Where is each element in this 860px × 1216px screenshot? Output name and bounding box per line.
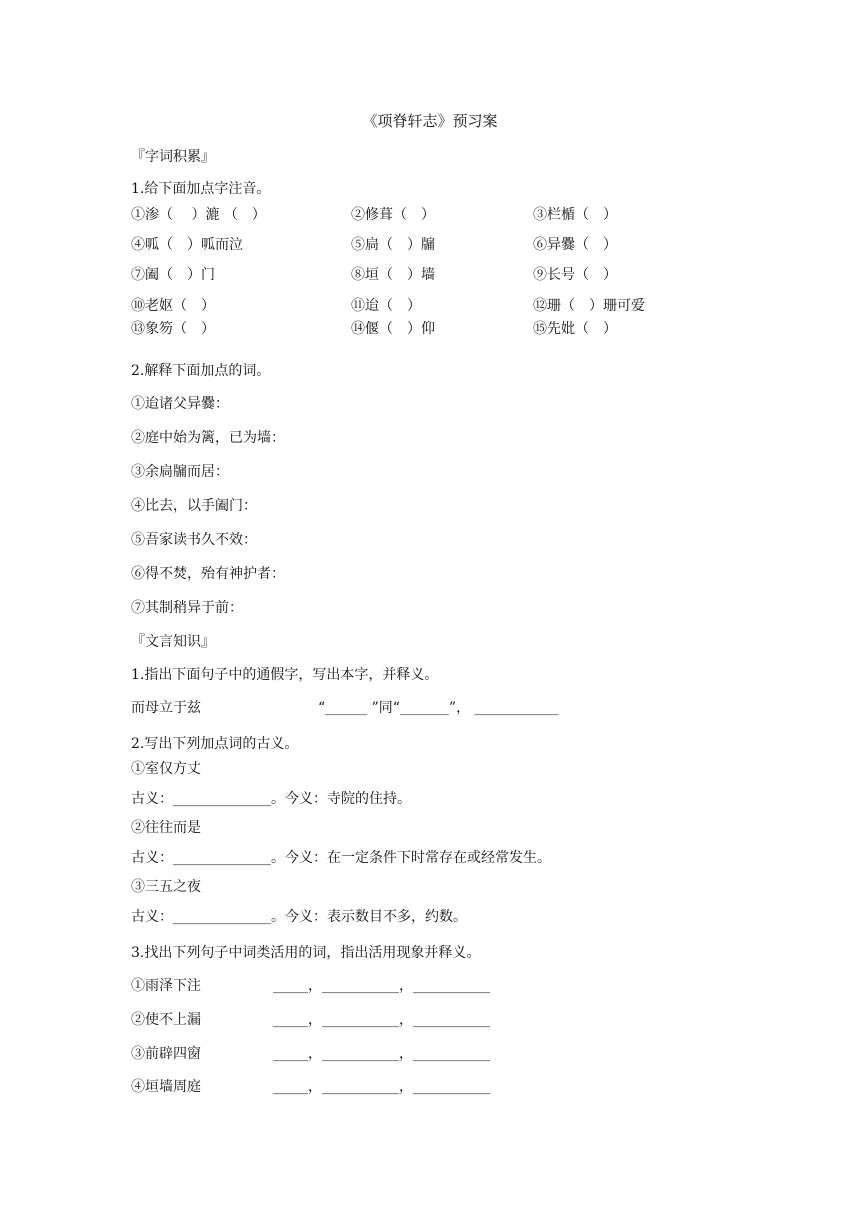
pinyin-item: ⑥异爨（ ） bbox=[533, 237, 617, 253]
explain-item: ②庭中始为篱，已为墙： bbox=[131, 430, 285, 446]
usage-phrase: ④垣墙周庭 bbox=[131, 1079, 201, 1095]
explain-item: ⑤吾家读书久不效： bbox=[131, 532, 257, 548]
pinyin-item: ⑦阖（ ）门 bbox=[131, 267, 215, 283]
usage-blanks: _____，___________，___________ bbox=[273, 1012, 490, 1028]
usage-blanks: _____，___________，___________ bbox=[273, 1079, 490, 1095]
s2-q1-blanks: “______ ”同“_______”， ____________ bbox=[318, 700, 559, 716]
meaning-line: 古义：______________。今义：寺院的住持。 bbox=[131, 791, 411, 807]
s2-q2-prompt: 2.写出下列加点词的古义。 bbox=[131, 736, 299, 752]
pinyin-item: ⑨长号（ ） bbox=[533, 267, 617, 283]
explain-item: ③余扃牖而居： bbox=[131, 464, 229, 480]
pinyin-item: ⑧垣（ ）墙 bbox=[351, 267, 435, 283]
pinyin-item: ③栏楯（ ） bbox=[533, 207, 617, 223]
pinyin-item: ④呱（ ）呱而泣 bbox=[131, 237, 243, 253]
s2-q1-sentence: 而母立于兹 bbox=[131, 700, 201, 716]
usage-blanks: _____，___________，___________ bbox=[273, 1046, 490, 1062]
pinyin-item: ⑬象笏（ ） bbox=[131, 321, 215, 337]
usage-blanks: _____，___________，___________ bbox=[273, 978, 490, 994]
explain-item: ①迨诸父异爨： bbox=[131, 396, 229, 412]
meaning-phrase: ③三五之夜 bbox=[131, 879, 201, 895]
explain-item: ⑥得不焚，殆有神护者： bbox=[131, 566, 285, 582]
meaning-line: 古义：______________。今义：表示数目不多，约数。 bbox=[131, 909, 467, 925]
pinyin-item: ⑮先妣（ ） bbox=[533, 321, 617, 337]
usage-phrase: ③前辟四窗 bbox=[131, 1046, 201, 1062]
q2-prompt: 2.解释下面加点的词。 bbox=[131, 363, 271, 379]
q1-prompt: 1.给下面加点字注音。 bbox=[131, 181, 271, 197]
pinyin-item: ⑩老妪（ ） bbox=[131, 298, 215, 314]
pinyin-item: ①渗（ ）漉 （ ） bbox=[131, 207, 266, 223]
usage-phrase: ②使不上漏 bbox=[131, 1012, 201, 1028]
s2-q3-prompt: 3.找出下列句子中词类活用的词，指出活用现象并释义。 bbox=[131, 945, 481, 961]
pinyin-item: ⑫珊（ ）珊可爱 bbox=[533, 298, 645, 314]
meaning-line: 古义：______________。今义：在一定条件下时常存在或经常发生。 bbox=[131, 850, 551, 866]
meaning-phrase: ②往往而是 bbox=[131, 820, 201, 836]
pinyin-item: ⑪迨（ ） bbox=[351, 298, 421, 314]
section-header-classical: 『文言知识』 bbox=[131, 634, 215, 650]
usage-phrase: ①雨泽下注 bbox=[131, 978, 201, 994]
s2-q1-prompt: 1.指出下面句子中的通假字，写出本字，并释义。 bbox=[131, 667, 439, 683]
pinyin-item: ②修葺（ ） bbox=[351, 207, 435, 223]
pinyin-item: ⑭偃（ ）仰 bbox=[351, 321, 435, 337]
pinyin-item: ⑤扃（ ）牖 bbox=[351, 237, 435, 253]
explain-item: ⑦其制稍异于前： bbox=[131, 600, 243, 616]
explain-item: ④比去，以手阖门： bbox=[131, 498, 257, 514]
meaning-phrase: ①室仅方丈 bbox=[131, 761, 201, 777]
page-title: 《项脊轩志》预习案 bbox=[362, 112, 498, 130]
section-header-vocabulary: 『字词积累』 bbox=[131, 149, 215, 165]
